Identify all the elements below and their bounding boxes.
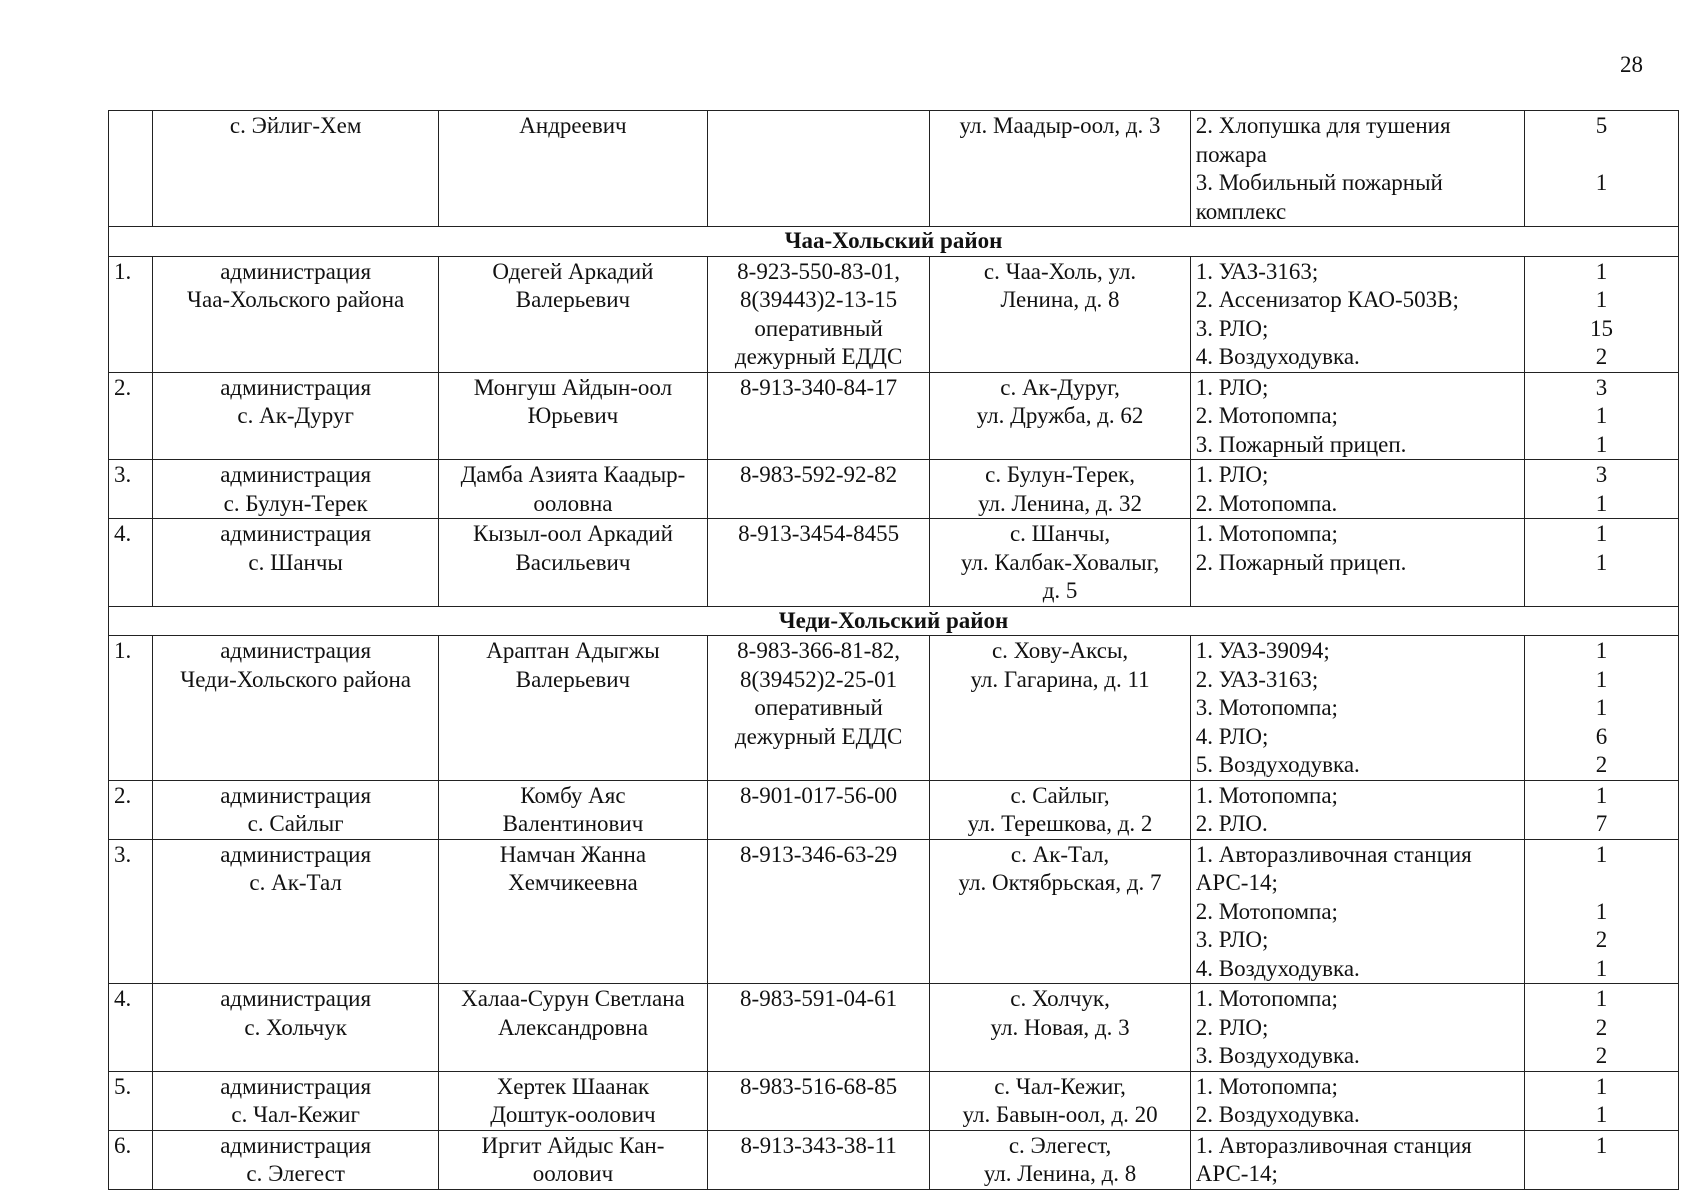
address-line: с. Булун-Терек, [985,462,1135,487]
quantity-line [1530,869,1673,898]
quantity-line: 1 [1595,170,1608,195]
organization-line: с. Булун-Терек [223,490,368,516]
quantity-line: 15 [1590,315,1613,341]
organization-cell [153,1130,439,1189]
organization-cell [153,984,439,1072]
quantity-line: 1 [1595,1132,1608,1158]
table-row [109,372,1679,460]
equipment-line: 1. Мотопомпа; [1195,1073,1338,1099]
equipment-line: АРС-14; [1195,870,1278,895]
row-number: 4. [109,519,153,607]
address-line: ул. Калбак-Ховалыг, [960,549,1160,575]
address-line: с. Сайлыг, [1010,782,1110,808]
organization-cell [153,780,439,839]
address-line: Ленина, д. 8 [1000,287,1120,312]
organization-cell [153,636,439,781]
address-line: д. 5 [1042,578,1078,603]
phone-line: 8-913-3454-8455 [738,521,900,546]
equipment-line: 2. Хлопушка для тушения [1195,113,1451,138]
person-line: ооловна [533,490,613,516]
quantity-cell [1525,984,1679,1072]
person-line: Монгуш Айдын-оол [473,374,673,400]
organization-line: администрация [220,986,372,1011]
organization-line: Чеди-Хольского района [180,666,411,692]
organization-line: администрация [220,782,372,808]
responsible-person-cell [439,780,708,839]
quantity-line: 6 [1595,723,1608,749]
person-line: Дамба Азията Каадыр- [460,462,686,487]
responsible-person-cell [439,256,708,372]
quantity-cell [1525,256,1679,372]
organization-line: с. Ак-Тал [249,870,342,895]
quantity-line: 1 [1595,521,1608,546]
address-line: ул. Гагарина, д. 11 [970,666,1150,692]
organization-line: администрация [220,1073,372,1099]
table-row [109,1130,1679,1189]
phone-cell [707,839,929,984]
phone-line: 8-923-550-83-01, [737,258,901,284]
organization-line: администрация [220,374,372,400]
organization-line: Чаа-Хольского района [187,287,405,312]
quantity-line: 2 [1595,752,1608,777]
equipment-line: 1. Авторазливочная станция [1195,841,1472,867]
organization-line: администрация [220,638,372,663]
table-row [109,111,1679,227]
address-line: с. Холчук, [1010,986,1110,1011]
equipment-cell [1190,519,1524,607]
quantity-line: 1 [1595,638,1608,663]
responsible-person-cell [439,984,708,1072]
quantity-line: 1 [1595,898,1608,924]
quantity-line: 1 [1595,782,1608,808]
phone-line: 8-913-343-38-11 [740,1132,897,1158]
address-cell [930,460,1190,519]
quantity-line: 1 [1595,490,1608,516]
quantity-line: 5 [1595,113,1608,138]
responsible-person-cell [439,372,708,460]
equipment-cell [1190,256,1524,372]
row-number: 2. [109,780,153,839]
table-row [109,460,1679,519]
equipment-line: 2. РЛО. [1195,811,1268,836]
table-row [109,839,1679,984]
row-number: 3. [109,460,153,519]
equipment-line: 1. Мотопомпа; [1195,986,1338,1011]
phone-line: оперативный [754,315,883,341]
phone-line: дежурный ЕДДС [734,723,903,749]
person-line: Комбу Аяс [520,782,626,808]
table-row [109,780,1679,839]
equipment-cell [1190,1071,1524,1130]
quantity-line: 1 [1595,258,1608,284]
address-line: ул. Бавын-оол, д. 20 [962,1102,1158,1127]
person-line: Юрьевич [527,403,619,428]
address-line: ул. Маадыр-оол, д. 3 [959,113,1161,138]
person-line: Доштук-оолович [490,1102,656,1127]
quantity-line: 2 [1595,1014,1608,1040]
phone-line: 8-983-591-04-61 [740,986,898,1011]
quantity-line: 1 [1595,841,1608,867]
organization-cell [153,1071,439,1130]
equipment-line: 1. УАЗ-3163; [1195,258,1319,284]
address-line: с. Хову-Аксы, [991,638,1129,663]
table-row [109,636,1679,781]
organization-line: с. Элегест [246,1161,345,1186]
responsible-person-cell [439,460,708,519]
address-line: с. Шанчы, [1009,521,1111,546]
address-cell [930,519,1190,607]
quantity-line: 3 [1595,374,1608,400]
phone-cell [707,636,929,781]
equipment-line: 1. Мотопомпа; [1195,521,1338,546]
page-number: 28 [1620,52,1643,77]
organization-line: с. Чал-Кежиг [231,1102,360,1127]
person-line: Валентинович [502,811,644,836]
person-line: Кызыл-оол Аркадий [473,521,673,546]
organization-line: с. Эйлиг-Хем [229,113,362,138]
equipment-cell [1190,460,1524,519]
address-line: с. Чаа-Холь, ул. [983,258,1137,284]
address-cell [930,111,1190,227]
quantity-line: 1 [1595,955,1608,981]
person-line: оолович [532,1161,614,1186]
row-number: 1. [109,636,153,781]
address-cell [930,839,1190,984]
phone-cell [707,111,929,227]
quantity-cell [1525,839,1679,984]
address-cell [930,984,1190,1072]
address-cell [930,780,1190,839]
person-line: Араптан Адыгжы [486,638,660,663]
phone-line: 8(39443)2-13-15 [740,287,898,312]
address-cell [930,636,1190,781]
address-cell [930,1071,1190,1130]
organization-line: администрация [220,521,372,546]
table-row [109,984,1679,1072]
phone-line: оперативный [754,695,883,720]
person-line: Васильевич [515,549,631,575]
quantity-line: 7 [1595,811,1608,836]
phone-cell [707,1071,929,1130]
organization-cell [153,839,439,984]
quantity-line: 1 [1595,287,1608,312]
quantity-cell [1525,111,1679,227]
quantity-line: 1 [1595,1073,1608,1099]
phone-line: дежурный ЕДДС [734,344,903,369]
equipment-line: 4. Воздуходувка. [1195,344,1360,369]
phone-line: 8(39452)2-25-01 [740,666,898,692]
responsible-person-cell [439,111,708,227]
organization-line: администрация [220,1132,372,1158]
quantity-cell [1525,1130,1679,1189]
equipment-line: 1. РЛО; [1195,374,1269,400]
address-line: ул. Терешкова, д. 2 [967,811,1153,836]
quantity-line: 1 [1595,666,1608,692]
row-number: 6. [109,1130,153,1189]
equipment-line: комплекс [1195,198,1287,224]
equipment-line: 3. РЛО; [1195,315,1269,341]
phone-line: 8-913-340-84-17 [740,374,898,400]
quantity-line: 1 [1595,695,1608,720]
equipment-line: 2. Ассенизатор КАО-503В; [1195,287,1459,312]
address-line: с. Ак-Дуруг, [1000,374,1120,400]
equipment-line: 1. УАЗ-39094; [1195,638,1330,663]
organization-line: администрация [220,258,372,284]
quantity-cell [1525,460,1679,519]
organization-line: администрация [220,841,372,867]
organization-line: администрация [220,462,372,487]
address-cell [930,1130,1190,1189]
equipment-line: 4. Воздуходувка. [1195,955,1360,981]
equipment-line: 1. РЛО; [1195,462,1269,487]
equipment-cell [1190,1130,1524,1189]
responsible-person-cell [439,519,708,607]
phone-cell [707,372,929,460]
equipment-line: 1. Мотопомпа; [1195,782,1338,808]
equipment-line: АРС-14; [1195,1161,1278,1186]
quantity-line [1530,141,1673,170]
responsible-person-cell [439,1071,708,1130]
equipment-line: 3. РЛО; [1195,927,1269,952]
equipment-cell [1190,839,1524,984]
quantity-cell [1525,636,1679,781]
table-body [109,111,1679,1190]
equipment-cell [1190,372,1524,460]
organization-cell [153,111,439,227]
equipment-line: 4. РЛО; [1195,723,1269,749]
quantity-line [1530,198,1673,227]
organization-line: с. Ак-Дуруг [237,403,354,428]
person-line: Валерьевич [515,287,631,312]
quantity-line: 1 [1595,1102,1608,1127]
address-cell [930,372,1190,460]
section-header-row [109,227,1679,257]
responsible-person-cell [439,839,708,984]
organization-line: с. Шанчы [248,549,343,575]
phone-line: 8-983-366-81-82, [737,638,901,663]
person-line: Александровна [497,1014,648,1040]
organization-cell [153,256,439,372]
row-number: 5. [109,1071,153,1130]
address-cell [930,256,1190,372]
address-line: ул. Дружба, д. 62 [976,403,1144,428]
address-line: с. Чал-Кежиг, [994,1073,1126,1099]
address-line: ул. Ленина, д. 8 [983,1161,1137,1186]
quantity-line: 2 [1595,344,1608,369]
table-row [109,256,1679,372]
equipment-line: 3. Воздуходувка. [1195,1043,1360,1068]
equipment-cell [1190,636,1524,781]
equipment-cell [1190,780,1524,839]
equipment-line: 2. Мотопомпа. [1195,490,1338,516]
quantity-line: 1 [1595,431,1608,457]
organization-cell [153,519,439,607]
table-row [109,519,1679,607]
quantity-line: 2 [1595,1043,1608,1068]
section-title: Чеди-Хольский район [109,606,1679,636]
person-line: Хемчикеевна [508,870,638,895]
phone-line: 8-983-592-92-82 [740,462,898,487]
phone-line: 8-913-346-63-29 [740,841,898,867]
person-line: Одегей Аркадий [492,258,654,284]
phone-cell [707,780,929,839]
phone-cell [707,984,929,1072]
quantity-cell [1525,780,1679,839]
equipment-line: 2. РЛО; [1195,1014,1269,1040]
person-line: Иргит Айдыс Кан- [481,1132,665,1158]
phone-cell [707,519,929,607]
phone-line: 8-983-516-68-85 [740,1073,898,1099]
person-line: Халаа-Сурун Светлана [461,986,685,1011]
equipment-table [108,110,1679,1190]
equipment-cell [1190,984,1524,1072]
equipment-line: 2. УАЗ-3163; [1195,666,1319,692]
address-line: с. Элегест, [1008,1132,1112,1158]
quantity-line: 1 [1595,986,1608,1011]
address-line: ул. Ленина, д. 32 [978,490,1143,516]
equipment-line: 3. Мобильный пожарный [1195,170,1443,195]
address-line: ул. Октябрьская, д. 7 [958,870,1162,895]
equipment-cell [1190,111,1524,227]
row-number: 1. [109,256,153,372]
quantity-cell [1525,519,1679,607]
address-line: ул. Новая, д. 3 [990,1014,1130,1040]
quantity-line [1530,1160,1673,1189]
row-number: 2. [109,372,153,460]
quantity-cell [1525,372,1679,460]
section-header-row [109,606,1679,636]
quantity-cell [1525,1071,1679,1130]
person-line: Намчан Жанна [499,841,647,867]
section-title: Чаа-Хольский район [109,227,1679,257]
equipment-line: 2. Мотопомпа; [1195,403,1338,428]
row-number: 3. [109,839,153,984]
address-line: с. Ак-Тал, [1010,841,1110,867]
organization-line: с. Сайлыг [247,811,344,836]
equipment-line: 2. Воздуходувка. [1195,1102,1360,1127]
responsible-person-cell [439,636,708,781]
equipment-line: 2. Мотопомпа; [1195,898,1338,924]
person-line: Валерьевич [515,666,631,692]
phone-line: 8-901-017-56-00 [740,782,898,808]
equipment-line: 3. Мотопомпа; [1195,695,1338,720]
equipment-line: 2. Пожарный прицеп. [1195,549,1407,575]
equipment-line: 5. Воздуходувка. [1195,752,1360,777]
person-line: Андреевич [519,113,627,138]
organization-line: с. Хольчук [244,1014,347,1040]
phone-cell [707,256,929,372]
quantity-line: 1 [1595,549,1608,575]
organization-cell [153,372,439,460]
table-row [109,1071,1679,1130]
row-number: 4. [109,984,153,1072]
equipment-line: 1. Авторазливочная станция [1195,1132,1472,1158]
organization-cell [153,460,439,519]
equipment-line: 3. Пожарный прицеп. [1195,431,1407,457]
phone-cell [707,1130,929,1189]
person-line: Хертек Шаанак [496,1073,650,1099]
equipment-line: пожара [1195,141,1267,167]
responsible-person-cell [439,1130,708,1189]
phone-cell [707,460,929,519]
row-number [109,111,153,227]
quantity-line: 3 [1595,462,1608,487]
quantity-line: 2 [1595,927,1608,952]
quantity-line: 1 [1595,403,1608,428]
